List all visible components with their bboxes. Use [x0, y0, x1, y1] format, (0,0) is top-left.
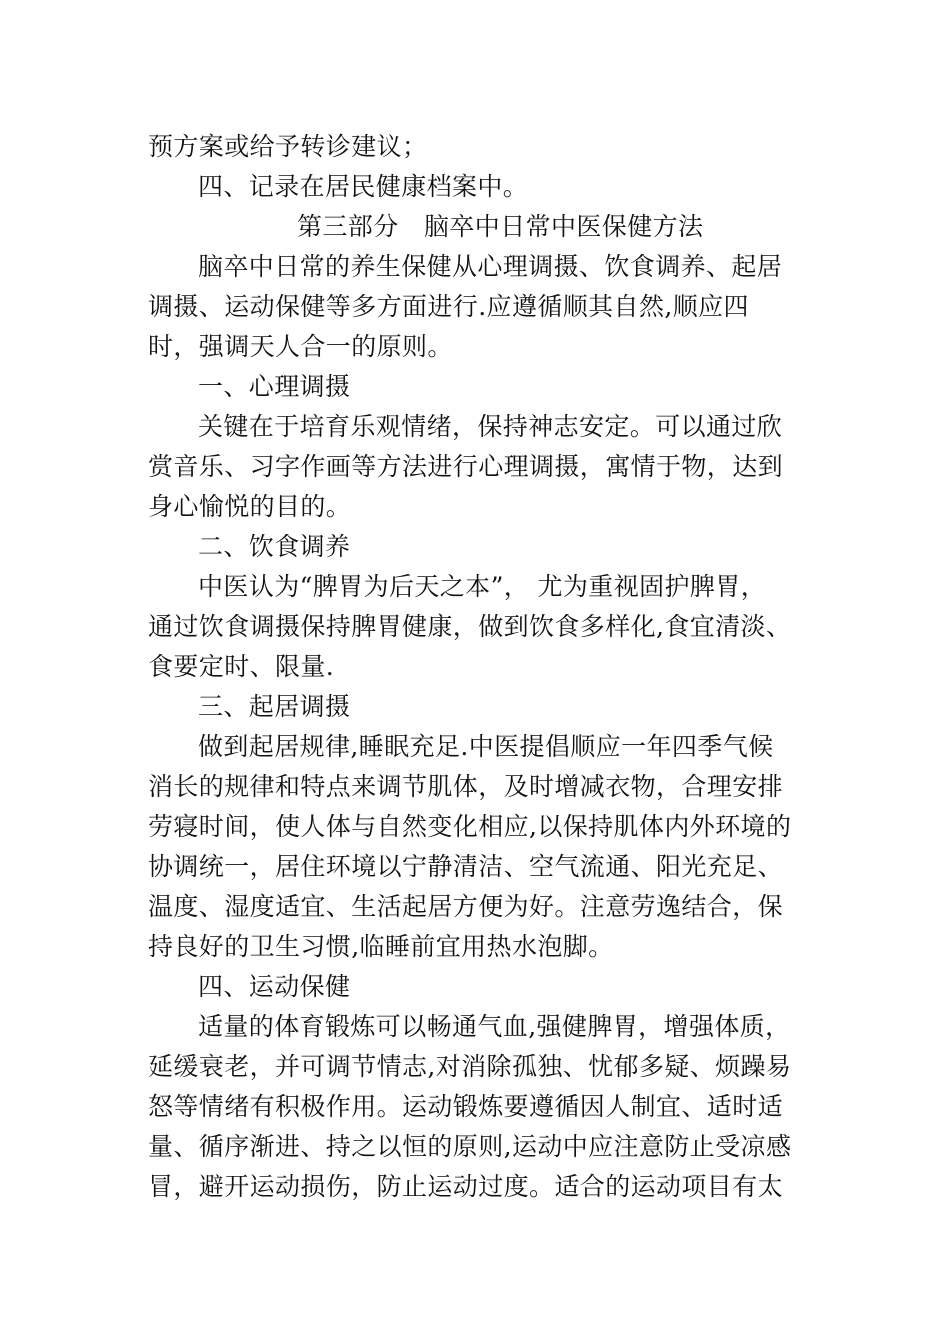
subheading-psychology: 一、心理调摄 [198, 372, 351, 401]
text-line: 关键在于培育乐观情绪，保持神志安定。可以通过欣 [198, 412, 783, 441]
text-line: 时，强调天人合一的原则。 [148, 332, 453, 361]
text-line: 做到起居规律,睡眠充足.中医提倡顺应一年四季气候 [198, 732, 774, 761]
text-line: 赏音乐、习字作画等方法进行心理调摄，寓情于物，达到 [148, 452, 784, 481]
text-line: 身心愉悦的目的。 [148, 492, 352, 521]
text-line: 消长的规律和特点来调节肌体，及时增减衣物，合理安排 [148, 772, 784, 801]
text-line: 适量的体育锻炼可以畅通气血,强健脾胃，增强体质， [198, 1012, 791, 1041]
list-item-record: 四、记录在居民健康档案中。 [198, 172, 529, 201]
text-line: 调摄、运动保健等多方面进行.应遵循顺其自然,顺应四 [148, 292, 749, 321]
text-line: 量、循序渐进、持之以恒的原则,运动中应注意防止受凉感 [148, 1132, 792, 1161]
subheading-exercise: 四、运动保健 [198, 972, 351, 1001]
text-line: 持良好的卫生习惯,临睡前宜用热水泡脚。 [148, 932, 614, 961]
text-line: 劳寝时间，使人体与自然变化相应,以保持肌体内外环境的 [148, 812, 792, 841]
text-line: 协调统一，居住环境以宁静清洁、空气流通、阳光充足、 [148, 852, 784, 881]
text-line: 冒，避开运动损伤，防止运动过度。适合的运动项目有太 [148, 1172, 784, 1201]
text-line: 预方案或给予转诊建议； [148, 132, 428, 161]
text-line: 温度、湿度适宜、生活起居方便为好。注意劳逸结合，保 [148, 892, 784, 921]
text-line: 脑卒中日常的养生保健从心理调摄、饮食调养、起居 [198, 252, 783, 281]
subheading-diet: 二、饮食调养 [198, 532, 351, 561]
subheading-daily-life: 三、起居调摄 [198, 692, 351, 721]
text-line: 延缓衰老，并可调节情志,对消除孤独、忧郁多疑、烦躁易 [148, 1052, 792, 1081]
section-heading: 第三部分 脑卒中日常中医保健方法 [297, 212, 704, 241]
text-line: 通过饮食调摄保持脾胃健康，做到饮食多样化,食宜清淡、 [148, 612, 792, 641]
text-line: 食要定时、限量. [148, 652, 335, 681]
text-line: 怒等情绪有积极作用。运动锻炼要遵循因人制宜、适时适 [148, 1092, 784, 1121]
text-line: 中医认为“脾胃为后天之本”， 尤为重视固护脾胃， [198, 572, 767, 601]
